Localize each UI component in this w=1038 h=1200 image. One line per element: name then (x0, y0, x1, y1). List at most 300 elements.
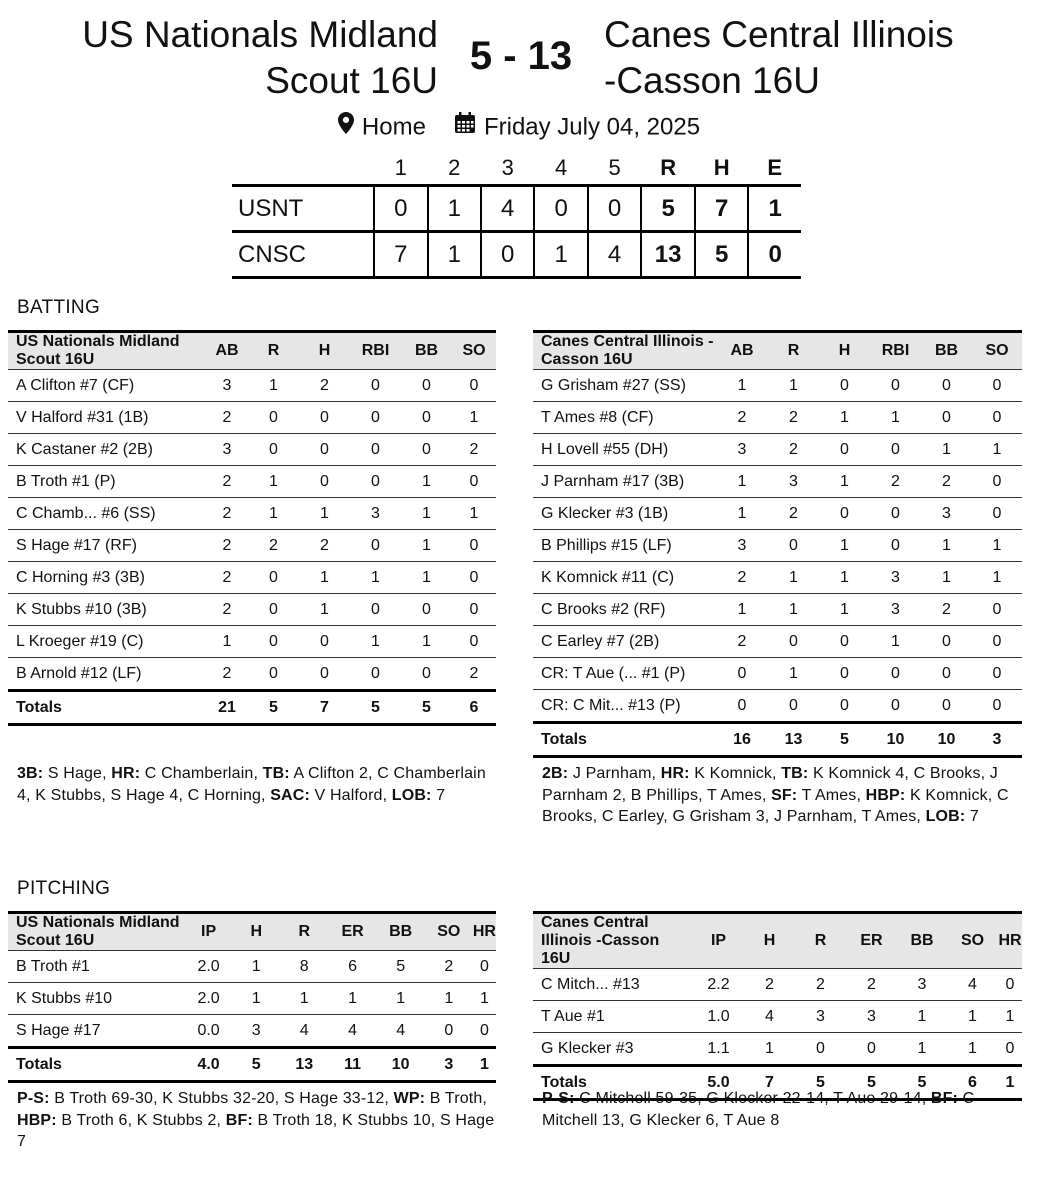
hits-header: H (713, 155, 730, 180)
stat-value: 2 (716, 402, 768, 434)
stat-value: 0 (299, 402, 350, 434)
stat-column-header: BB (377, 913, 425, 951)
stat-value: 0 (473, 951, 496, 983)
stat-value: 3 (870, 594, 921, 626)
stat-value: 0 (248, 562, 299, 594)
batter-row (533, 530, 1022, 562)
stat-value: 0 (716, 690, 768, 723)
stat-value: 0 (870, 530, 921, 562)
stat-value: 1 (233, 951, 280, 983)
stat-value: 3 (716, 434, 768, 466)
note-value: K Komnick 4, C Brooks, J Parnham 2, B Phillips, T Ames, (542, 765, 998, 804)
stat-value: 1.1 (693, 1033, 744, 1066)
stat-value: 3 (846, 1001, 897, 1033)
total-value: 13 (768, 723, 819, 757)
stat-value: 2 (716, 626, 768, 658)
stat-value: 0 (768, 626, 819, 658)
stat-value: 2 (206, 530, 248, 562)
stat-value: 2 (768, 402, 819, 434)
batter-row (8, 370, 496, 402)
stat-value: 1 (768, 562, 819, 594)
batter-row (8, 530, 496, 562)
stat-value: 2 (206, 562, 248, 594)
note-value: T Ames, (797, 786, 866, 804)
home-team-name (604, 12, 1024, 104)
stat-value: 1 (473, 983, 496, 1015)
total-value: 3 (972, 723, 1022, 757)
pitcher-row (533, 1001, 1022, 1033)
game-meta (0, 110, 1038, 145)
inning-score: 4 (588, 232, 641, 278)
stat-value: 0 (819, 370, 870, 402)
stat-value: 1 (248, 370, 299, 402)
stat-value: 1 (947, 1033, 998, 1066)
home-team-name-line2: -Casson 16U (604, 60, 820, 101)
stat-value: 0 (452, 370, 496, 402)
stat-value: 2.2 (693, 969, 744, 1001)
player-name: G Grisham #27 (SS) (533, 370, 716, 402)
inning-header: 2 (448, 155, 461, 180)
runs-total: 13 (641, 232, 695, 278)
stat-value: 1 (897, 1001, 947, 1033)
stat-value: 0 (870, 690, 921, 723)
note-value: J Parnham, (568, 765, 661, 782)
player-name: S Hage #17 (8, 1015, 185, 1048)
stat-value: 0 (972, 690, 1022, 723)
total-value: 10 (870, 723, 921, 757)
stat-column-header: BB (401, 332, 452, 370)
away-batting-notes (17, 763, 495, 806)
stat-value: 0 (819, 626, 870, 658)
stat-column-header: H (233, 913, 280, 951)
stat-value: 1 (819, 402, 870, 434)
stat-value: 0 (972, 370, 1022, 402)
line-score-corner (232, 152, 374, 186)
player-name: C Chamb... #6 (SS) (8, 498, 206, 530)
note-value: K Komnick, C Brooks, C Earley, G Grisham 3, J Parnham, T Ames, (542, 786, 1009, 825)
away-team-name-line1: US Nationals Midland (82, 14, 438, 55)
stat-value: 3 (795, 1001, 846, 1033)
total-value: 5.0 (693, 1066, 744, 1100)
stat-value: 2 (921, 466, 972, 498)
total-value: 13 (280, 1048, 329, 1082)
batter-row (533, 626, 1022, 658)
stat-value: 2 (299, 370, 350, 402)
total-value: 5 (248, 691, 299, 725)
inning-header: 1 (394, 155, 407, 180)
table-header-row (8, 332, 496, 370)
stat-value: 2 (716, 562, 768, 594)
stat-column-header: IP (693, 913, 744, 969)
inning-header: 4 (555, 155, 568, 180)
player-name: H Lovell #55 (DH) (533, 434, 716, 466)
stat-value: 2 (299, 530, 350, 562)
note-key: HBP: (17, 1111, 57, 1129)
stat-column-header: IP (185, 913, 233, 951)
stat-value: 0 (921, 690, 972, 723)
batter-row (533, 434, 1022, 466)
batter-row (533, 562, 1022, 594)
player-name: T Aue #1 (533, 1001, 693, 1033)
note-value: C Chamberlain, (140, 765, 263, 782)
stat-value: 1 (870, 626, 921, 658)
team-column-header: Canes Central Illinois -Casson 16U (533, 332, 716, 370)
stat-value: 2 (425, 951, 473, 983)
stat-value: 0 (248, 594, 299, 626)
stat-value: 2 (870, 466, 921, 498)
pitcher-row (8, 951, 496, 983)
batter-row (533, 498, 1022, 530)
stat-value: 0 (401, 402, 452, 434)
stat-value: 1 (280, 983, 329, 1015)
stat-value: 0 (819, 658, 870, 690)
note-key: LOB: (925, 808, 966, 825)
stat-value: 2 (744, 969, 795, 1001)
errors-total: 0 (748, 232, 801, 278)
stat-value: 0 (452, 626, 496, 658)
stat-value: 0 (921, 402, 972, 434)
table-header-row (533, 332, 1022, 370)
player-name: G Klecker #3 (1B) (533, 498, 716, 530)
total-value: 1 (473, 1048, 496, 1082)
runs-header: R (660, 155, 677, 180)
stat-value: 0 (350, 658, 401, 691)
runs-total: 5 (641, 186, 695, 232)
totals-row (8, 691, 496, 725)
stat-value: 8 (280, 951, 329, 983)
batter-row (8, 466, 496, 498)
away-team-name-line2: Scout 16U (265, 60, 438, 101)
stat-value: 1 (897, 1033, 947, 1066)
stat-value: 0 (972, 626, 1022, 658)
stat-value: 0 (299, 434, 350, 466)
stat-value: 0 (473, 1015, 496, 1048)
stat-value: 1 (401, 498, 452, 530)
stat-value: 0 (452, 594, 496, 626)
line-score-row-away (232, 186, 801, 232)
stat-value: 3 (716, 530, 768, 562)
inning-score: 0 (481, 232, 534, 278)
pitcher-row (533, 1033, 1022, 1066)
stat-value: 1.0 (693, 1001, 744, 1033)
total-value: 5 (897, 1066, 947, 1100)
stat-value: 1 (972, 530, 1022, 562)
stat-column-header: RBI (350, 332, 401, 370)
note-key: BF: (930, 1090, 958, 1107)
stat-value: 0 (972, 402, 1022, 434)
player-name: B Arnold #12 (LF) (8, 658, 206, 691)
player-name: A Clifton #7 (CF) (8, 370, 206, 402)
batter-row (8, 594, 496, 626)
total-value: 21 (206, 691, 248, 725)
player-name: T Ames #8 (CF) (533, 402, 716, 434)
stat-value: 1 (401, 562, 452, 594)
stat-value: 0 (819, 498, 870, 530)
totals-label: Totals (533, 1066, 693, 1100)
total-value: 10 (921, 723, 972, 757)
stat-value: 1 (401, 626, 452, 658)
player-name: B Troth #1 (8, 951, 185, 983)
batter-row (533, 594, 1022, 626)
stat-value: 2 (768, 498, 819, 530)
stat-value: 1 (350, 626, 401, 658)
inning-score: 0 (374, 186, 427, 232)
note-key: SAC: (270, 786, 310, 804)
stat-value: 0 (401, 658, 452, 691)
stat-column-header: SO (452, 332, 496, 370)
stat-value: 4 (947, 969, 998, 1001)
note-key: TB: (781, 765, 809, 782)
total-value: 10 (377, 1048, 425, 1082)
stat-value: 0 (972, 594, 1022, 626)
stat-value: 0 (350, 530, 401, 562)
stat-value: 0 (299, 626, 350, 658)
errors-header: E (767, 155, 783, 180)
stat-value: 0 (768, 690, 819, 723)
stat-value: 5 (377, 951, 425, 983)
stat-value: 1 (401, 466, 452, 498)
stat-value: 0 (401, 370, 452, 402)
stat-value: 1 (299, 498, 350, 530)
stat-value: 3 (870, 562, 921, 594)
stat-column-header: ER (329, 913, 377, 951)
stat-value: 0 (452, 562, 496, 594)
stat-column-header: SO (947, 913, 998, 969)
stat-value: 4 (377, 1015, 425, 1048)
stat-value: 1 (452, 498, 496, 530)
final-score: 5 - 13 (469, 34, 573, 78)
inning-score: 0 (534, 186, 587, 232)
stat-value: 0 (768, 530, 819, 562)
note-value: 7 (431, 786, 446, 804)
pitching-section-title: PITCHING (17, 878, 111, 899)
stat-value: 1 (768, 370, 819, 402)
totals-row (8, 1048, 496, 1082)
total-value: 3 (425, 1048, 473, 1082)
stat-value: 0 (998, 1033, 1022, 1066)
stat-value: 0 (921, 370, 972, 402)
stat-value: 3 (897, 969, 947, 1001)
calendar-icon (454, 112, 476, 134)
stat-value: 0 (870, 498, 921, 530)
stat-value: 0 (972, 466, 1022, 498)
stat-value: 1 (819, 594, 870, 626)
note-value: K Komnick, (689, 765, 782, 782)
inning-score: 1 (534, 232, 587, 278)
stat-column-header: SO (425, 913, 473, 951)
note-value: B Troth 18, K Stubbs 10, S Hage 7 (17, 1111, 495, 1150)
stat-value: 2.0 (185, 951, 233, 983)
line-score-table (232, 152, 801, 279)
stat-value: 1 (921, 530, 972, 562)
stat-value: 0 (248, 402, 299, 434)
stat-value: 0 (425, 1015, 473, 1048)
total-value: 5 (819, 723, 870, 757)
stat-value: 0 (350, 402, 401, 434)
total-value: 6 (452, 691, 496, 725)
note-value: B Troth, (425, 1090, 487, 1107)
player-name: L Kroeger #19 (C) (8, 626, 206, 658)
stat-column-header: HR (473, 913, 496, 951)
stat-value: 1 (206, 626, 248, 658)
game-date: Friday July 04, 2025 (483, 113, 701, 141)
stat-value: 4 (329, 1015, 377, 1048)
inning-score: 7 (374, 232, 427, 278)
stat-value: 1 (819, 530, 870, 562)
stat-value: 2.0 (185, 983, 233, 1015)
stat-value: 3 (921, 498, 972, 530)
stat-value: 0 (846, 1033, 897, 1066)
total-value: 7 (744, 1066, 795, 1100)
stat-value: 0 (819, 434, 870, 466)
note-key: 3B: (17, 765, 44, 782)
player-name: K Stubbs #10 (3B) (8, 594, 206, 626)
note-key: TB: (262, 765, 290, 782)
stat-value: 1 (248, 466, 299, 498)
batter-row (8, 562, 496, 594)
stat-column-header: R (248, 332, 299, 370)
note-key: HR: (111, 765, 141, 782)
stat-value: 1 (425, 983, 473, 1015)
stat-value: 1 (452, 402, 496, 434)
stat-column-header: BB (897, 913, 947, 969)
stat-value: 2 (206, 658, 248, 691)
stat-value: 0 (870, 370, 921, 402)
stat-value: 1 (819, 466, 870, 498)
stat-value: 1 (947, 1001, 998, 1033)
player-name: K Castaner #2 (2B) (8, 434, 206, 466)
stat-value: 2 (452, 434, 496, 466)
stat-value: 0 (921, 626, 972, 658)
player-name: S Hage #17 (RF) (8, 530, 206, 562)
stat-value: 1 (350, 562, 401, 594)
totals-label: Totals (8, 1048, 185, 1082)
note-key: BF: (225, 1111, 253, 1129)
stat-value: 1 (972, 434, 1022, 466)
home-batting-table (533, 330, 1022, 758)
stat-value: 3 (233, 1015, 280, 1048)
batter-row (533, 466, 1022, 498)
player-name: V Halford #31 (1B) (8, 402, 206, 434)
stat-value: 0.0 (185, 1015, 233, 1048)
note-key: SF: (771, 786, 798, 804)
note-key: HR: (660, 765, 690, 782)
note-key: 2B: (542, 765, 569, 782)
total-value: 7 (299, 691, 350, 725)
inning-score: 1 (428, 232, 481, 278)
player-name: C Mitch... #13 (533, 969, 693, 1001)
batter-row (533, 402, 1022, 434)
note-key: HBP: (865, 786, 906, 804)
stat-value: 1 (744, 1033, 795, 1066)
home-team-name-line1: Canes Central Illinois (604, 14, 954, 55)
stat-value: 2 (206, 402, 248, 434)
stat-value: 0 (452, 530, 496, 562)
stat-value: 0 (452, 466, 496, 498)
stat-value: 1 (921, 434, 972, 466)
stat-value: 0 (870, 658, 921, 690)
player-name: K Komnick #11 (C) (533, 562, 716, 594)
stat-column-header: AB (716, 332, 768, 370)
stat-value: 0 (921, 658, 972, 690)
total-value: 5 (795, 1066, 846, 1100)
stat-value: 0 (350, 370, 401, 402)
player-name: J Parnham #17 (3B) (533, 466, 716, 498)
inning-score: 0 (588, 186, 641, 232)
note-value: C Mitchell 13, G Klecker 6, T Aue 8 (542, 1090, 975, 1129)
note-key: P-S: (17, 1090, 50, 1107)
stat-value: 1 (377, 983, 425, 1015)
stat-value: 3 (350, 498, 401, 530)
player-name: C Brooks #2 (RF) (533, 594, 716, 626)
hits-total: 5 (695, 232, 748, 278)
player-name: C Earley #7 (2B) (533, 626, 716, 658)
stat-column-header: H (819, 332, 870, 370)
stat-value: 0 (998, 969, 1022, 1001)
stat-value: 0 (248, 626, 299, 658)
batter-row (533, 370, 1022, 402)
location-pin-icon (338, 112, 354, 134)
stat-value: 2 (921, 594, 972, 626)
total-value: 6 (947, 1066, 998, 1100)
stat-value: 1 (299, 562, 350, 594)
stat-value: 1 (716, 594, 768, 626)
player-name: B Troth #1 (P) (8, 466, 206, 498)
player-name: B Phillips #15 (LF) (533, 530, 716, 562)
location-label: Home (361, 113, 426, 141)
stat-column-header: SO (972, 332, 1022, 370)
stat-value: 1 (768, 594, 819, 626)
stat-column-header: R (280, 913, 329, 951)
stat-value: 2 (206, 498, 248, 530)
note-value: C Mitchell 59-35, G Klecker 22-14, T Aue 29-14, (574, 1090, 931, 1107)
stat-value: 0 (350, 434, 401, 466)
batter-row (8, 434, 496, 466)
stat-value: 2 (452, 658, 496, 691)
stat-value: 1 (972, 562, 1022, 594)
stat-value: 1 (998, 1001, 1022, 1033)
stat-value: 0 (795, 1033, 846, 1066)
stat-value: 2 (795, 969, 846, 1001)
home-batting-notes (542, 763, 1020, 828)
batter-row (533, 690, 1022, 723)
total-value: 1 (998, 1066, 1022, 1100)
stat-value: 2 (248, 530, 299, 562)
stat-value: 4 (744, 1001, 795, 1033)
note-key: WP: (393, 1090, 426, 1107)
away-pitching-table (8, 911, 496, 1083)
stat-value: 2 (846, 969, 897, 1001)
note-key: P-S: (542, 1090, 575, 1107)
pitcher-row (533, 969, 1022, 1001)
batter-row (533, 658, 1022, 690)
stat-value: 1 (716, 466, 768, 498)
stat-value: 0 (248, 658, 299, 691)
stat-value: 0 (819, 690, 870, 723)
total-value: 5 (401, 691, 452, 725)
stat-value: 0 (972, 498, 1022, 530)
note-value: B Troth 6, K Stubbs 2, (56, 1111, 226, 1129)
stat-value: 2 (206, 594, 248, 626)
hits-total: 7 (695, 186, 748, 232)
total-value: 4.0 (185, 1048, 233, 1082)
stat-value: 0 (972, 658, 1022, 690)
batter-row (8, 402, 496, 434)
stat-value: 1 (329, 983, 377, 1015)
stat-value: 2 (768, 434, 819, 466)
note-key: LOB: (391, 786, 432, 804)
away-batting-table (8, 330, 496, 726)
